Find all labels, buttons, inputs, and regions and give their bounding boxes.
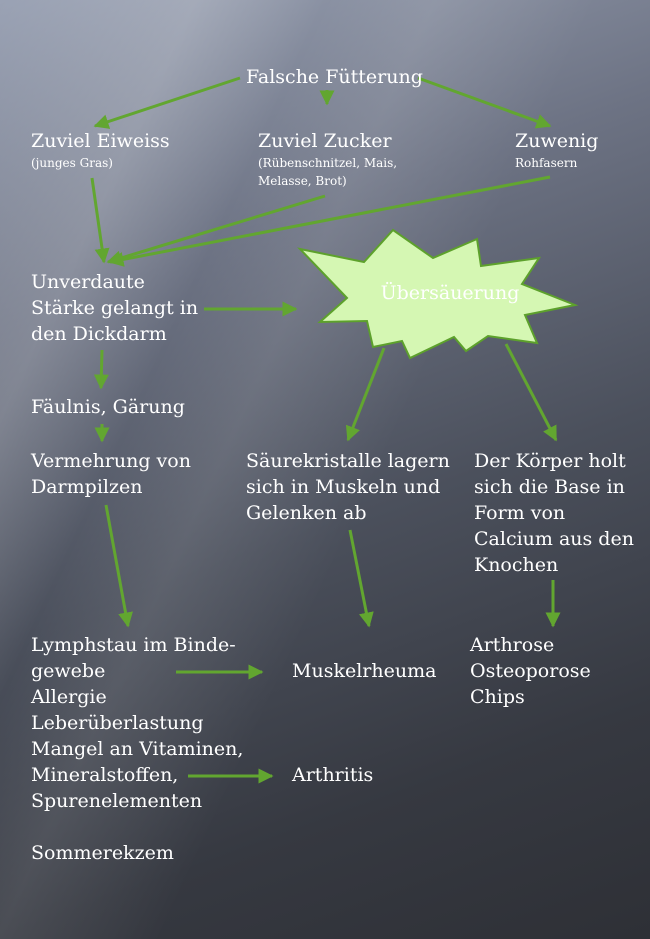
arrow-uebersaeuerung-koerper <box>506 344 556 440</box>
node-knochen-folgen: Arthrose Osteoporose Chips <box>470 634 591 708</box>
arrow-kristalle-muskelrheuma <box>350 530 369 626</box>
arrow-zucker-unverdaute <box>108 196 325 262</box>
uebersaeuerung-label: Übersäuerung <box>380 282 520 304</box>
node-saeurekristalle: Säurekristalle lagern sich in Muskeln und Gelenken ab <box>246 450 450 524</box>
node-vermehrung: Vermehrung von Darmpilzen <box>31 450 191 498</box>
node-falsche-fuetterung: Falsche Fütterung <box>246 66 423 88</box>
arrow-vermehrung-folgen <box>106 505 128 626</box>
node-folgen-liste: Lymphstau im Binde- gewebe Allergie Leberüberlastung Mangel an Vitaminen, Mineralstoffen, Spurenelementen Sommerekzem <box>31 634 244 864</box>
node-zuviel-eiweiss: Zuviel Eiweiss <box>31 130 170 152</box>
node-zuviel-zucker-note: (Rübenschnitzel, Mais, Melasse, Brot) <box>258 156 398 188</box>
node-arthritis: Arthritis <box>292 764 374 786</box>
arrow-fuetterung-zuwenig <box>418 78 550 126</box>
node-koerper-base: Der Körper holt sich die Base in Form von Calcium aus den Knochen <box>474 450 634 576</box>
arrow-unverdaute-faeulnis <box>101 350 102 388</box>
node-zuwenig-note: Rohfasern <box>515 156 578 170</box>
node-zuwenig: Zuwenig <box>515 130 599 152</box>
node-zuviel-zucker: Zuviel Zucker <box>258 130 392 152</box>
node-zuviel-eiweiss-note: (junges Gras) <box>31 156 113 170</box>
node-muskelrheuma: Muskelrheuma <box>292 660 437 682</box>
arrow-eiweiss-unverdaute <box>92 178 104 262</box>
node-unverdaute-staerke: Unverdaute Stärke gelangt in den Dickdarm <box>31 271 199 345</box>
arrow-uebersaeuerung-kristalle <box>348 348 384 440</box>
node-faeulnis: Fäulnis, Gärung <box>31 396 185 418</box>
arrow-fuetterung-eiweiss <box>95 78 240 126</box>
